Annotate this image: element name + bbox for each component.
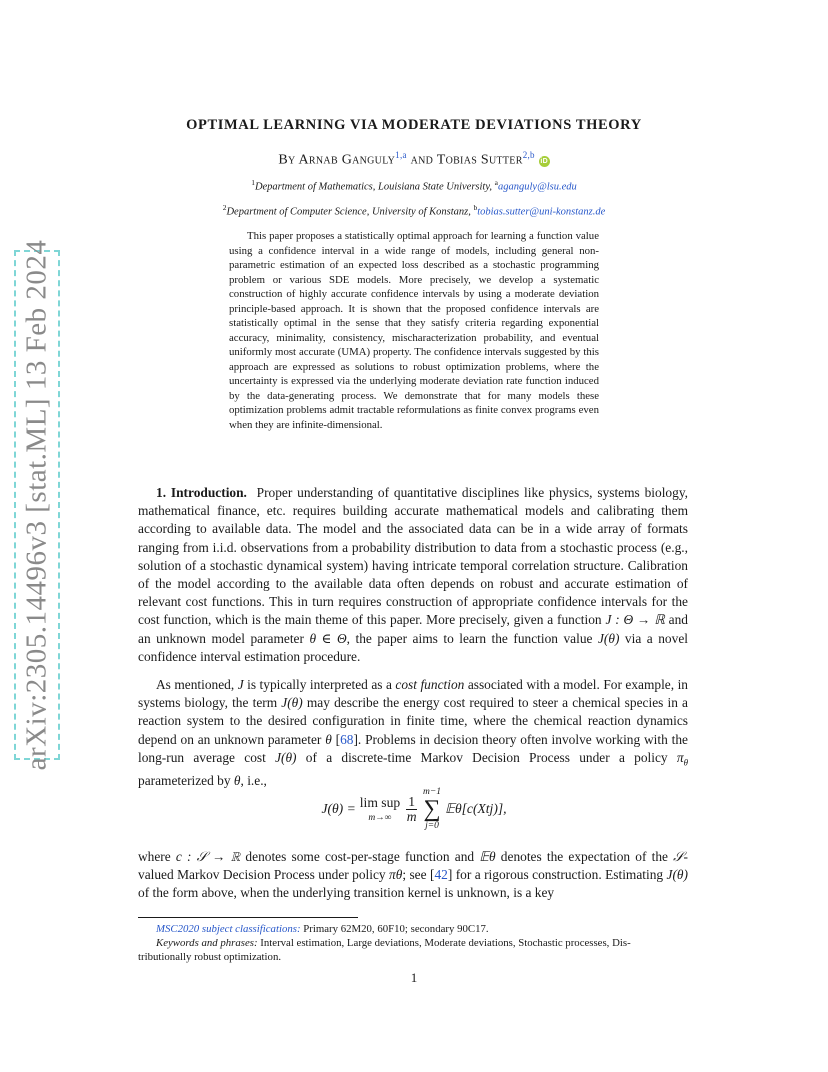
- author-1: Arnab Ganguly: [298, 152, 396, 168]
- affil-2-marker: 2: [222, 203, 227, 212]
- eq-frac-num: 1: [408, 793, 415, 809]
- author-1-affil-link[interactable]: 1,a: [395, 150, 407, 160]
- abstract: This paper proposes a statistically optimal approach for learning a function value using a confidence interval in a wide range of models, including general non-parametric estimation of an expected loss described as a stochastic programming problem or various SDE models. More precisely, we develop a systematic construction of highly accurate confidence intervals by using a moderate deviation principle-based approach. It is shown that the proposed confidence intervals are statistically optimal in the sense that they satisfy criteria regarding exponential accuracy, minimality, consistency, mischaracterization probability, and eventual uniformly most accurate (UMA) property. The confidence intervals suggested by this approach are expressed as solutions to robust optimization problems, where the uncertainty is expressed via the underlying moderate deviation rate function induced by the data-generating process. We demonstrate that for many models these optimization problems admit tractable reformulations as finite convex programs even when they are infinite-dimensional.: [229, 230, 599, 431]
- msc-text: Primary 62M20, 60F10; secondary 90C17.: [300, 923, 489, 935]
- eq-limsup-sub: m→∞: [368, 813, 392, 823]
- math-j-theta: J(θ): [597, 630, 620, 646]
- p2-math: π: [676, 749, 684, 765]
- p3-math: πθ: [389, 867, 403, 883]
- math-j-map: J : Θ → ℝ: [605, 612, 665, 628]
- keywords-label: Keywords and phrases:: [156, 937, 258, 949]
- eq-sum-bottom: j=0: [425, 821, 439, 831]
- p2-text: [: [331, 731, 341, 747]
- eq-limsup: [360, 795, 400, 823]
- p3-text: denotes the expectation of the: [495, 849, 674, 864]
- p3-text: ] for a rigorous construction. Estimating: [447, 867, 667, 883]
- p2-text: parameterized by: [138, 772, 234, 788]
- eq-frac-den: m: [406, 808, 417, 824]
- citation-link[interactable]: 42: [434, 867, 448, 883]
- p2-text: associated with a model. For example, in systems biology, the term: [138, 677, 688, 711]
- p2-emphasis: cost function: [395, 677, 465, 692]
- eq-fraction: [406, 795, 417, 824]
- p3-math: 𝔼θ: [479, 849, 496, 864]
- p3-text: -valued Markov Decision Process under policy: [138, 849, 689, 883]
- intro-text-d: via a novel confidence interval estimation procedure.: [138, 630, 688, 664]
- author-2-affil-link[interactable]: 2,b: [522, 150, 535, 160]
- affil-2-text: Department of Computer Science, University of Konstanz,: [226, 206, 474, 218]
- arxiv-id-text: arXiv:2305.14496v3 [stat.ML] 13 Feb 2024: [20, 239, 53, 771]
- affiliation-1: [0, 178, 828, 193]
- p2-math: θ: [233, 772, 241, 788]
- email-1-link[interactable]: aganguly@lsu.edu: [498, 181, 577, 193]
- p2-math: θ: [325, 731, 332, 747]
- p3-text: of the form above, when the underlying transition kernel is unknown, is a key: [138, 885, 555, 901]
- author-2: Tobias Sutter: [436, 152, 523, 168]
- p3-text: where: [138, 849, 176, 864]
- affiliation-2: [0, 203, 828, 218]
- math-theta-in: θ ∈ Θ: [309, 630, 347, 646]
- paragraph-cost-function: [138, 676, 688, 790]
- p3-math: c : 𝒮 → ℝ: [175, 849, 241, 864]
- msc-link[interactable]: MSC2020 subject classifications:: [156, 923, 301, 935]
- email-2-marker: b: [473, 203, 478, 212]
- intro-text-b: and an unknown model parameter: [138, 612, 689, 646]
- p2-math: J(θ): [281, 695, 303, 711]
- intro-text-a: Proper understanding of quantitative disciplines like physics, systems biology, mathematical finance, etc. requires building accurate mathematical models and calibrating them according to available data. The model and the associated data can be in a wide array of formats ranging from i.i.d. observations from a probability distribution to data from a stochastic process (e.g., solution of a stochastic dynamical system) having intricate temporal correlation structure. Calibration of the model according to the available data often depends on robust and accurate estimation of relevant cost functions. This in turn requires construction of appropriate confidence intervals for the cost function, which is the main theme of this paper. More precisely, given a function: [138, 485, 688, 628]
- paper-title: OPTIMAL LEARNING VIA MODERATE DEVIATIONS THEORY: [186, 117, 642, 133]
- section-heading: 1. Introduction.: [156, 485, 247, 500]
- p2-text: ]. Problems in decision theory often involve working with the long-run average cost: [138, 731, 688, 765]
- p2-text: is typically interpreted as a: [243, 677, 396, 692]
- p3-text: ; see [: [402, 867, 435, 883]
- eq-lhs: J(θ) =: [321, 801, 356, 816]
- eq-sum: [423, 787, 441, 831]
- intro-text-c: , the paper aims to learn the function value: [346, 630, 598, 646]
- arxiv-watermark[interactable]: [14, 239, 60, 771]
- author-conjunction: and: [406, 152, 437, 168]
- keywords-text: Interval estimation, Large deviations, Moderate deviations, Stochastic processes, Dis-: [257, 937, 631, 949]
- p2-text: , i.e.,: [240, 772, 267, 788]
- p3-text: denotes some cost-per-stage function and: [240, 849, 480, 864]
- p2-text: of a discrete-time Markov Decision Process under a policy: [296, 749, 677, 765]
- footnote-keywords: [156, 936, 688, 951]
- p2-math: J(θ): [275, 749, 297, 765]
- email-1-marker: a: [494, 178, 499, 187]
- p2-math: J: [237, 677, 244, 692]
- eq-limsup-op: lim sup: [359, 795, 401, 810]
- citation-link[interactable]: 68: [340, 731, 354, 747]
- p2-text: may describe the energy cost required to steer a chemical species in a reaction system to the desired configuration in finite time, where the chemical reaction dynamics depend on an unknown parameter: [138, 695, 688, 747]
- p2-text: As mentioned,: [156, 677, 238, 692]
- affil-1-marker: 1: [251, 178, 255, 187]
- p3-math: 𝒮: [673, 849, 684, 864]
- introduction-paragraph: [138, 484, 688, 666]
- p2-math-sub: θ: [683, 757, 688, 768]
- page-number: 1: [410, 970, 418, 985]
- footnote-msc: [156, 922, 688, 937]
- p3-math: J(θ): [666, 867, 688, 883]
- by-prefix: By: [278, 152, 299, 168]
- email-2-link[interactable]: tobias.sutter@uni-konstanz.de: [477, 206, 606, 218]
- paragraph-markov: [138, 848, 688, 903]
- eq-sum-top: m−1: [423, 787, 442, 797]
- affil-1-text: Department of Mathematics, Louisiana State University,: [254, 181, 495, 193]
- display-equation: [0, 787, 828, 831]
- orcid-icon[interactable]: iD: [540, 157, 548, 165]
- footnote-keywords-cont: tributionally robust optimization.: [138, 951, 282, 963]
- eq-rhs: 𝔼θ[c(Xtj)],: [445, 801, 507, 816]
- eq-sum-symbol: ∑: [423, 796, 441, 822]
- footnote-rule: [138, 917, 358, 918]
- author-line: [0, 150, 828, 169]
